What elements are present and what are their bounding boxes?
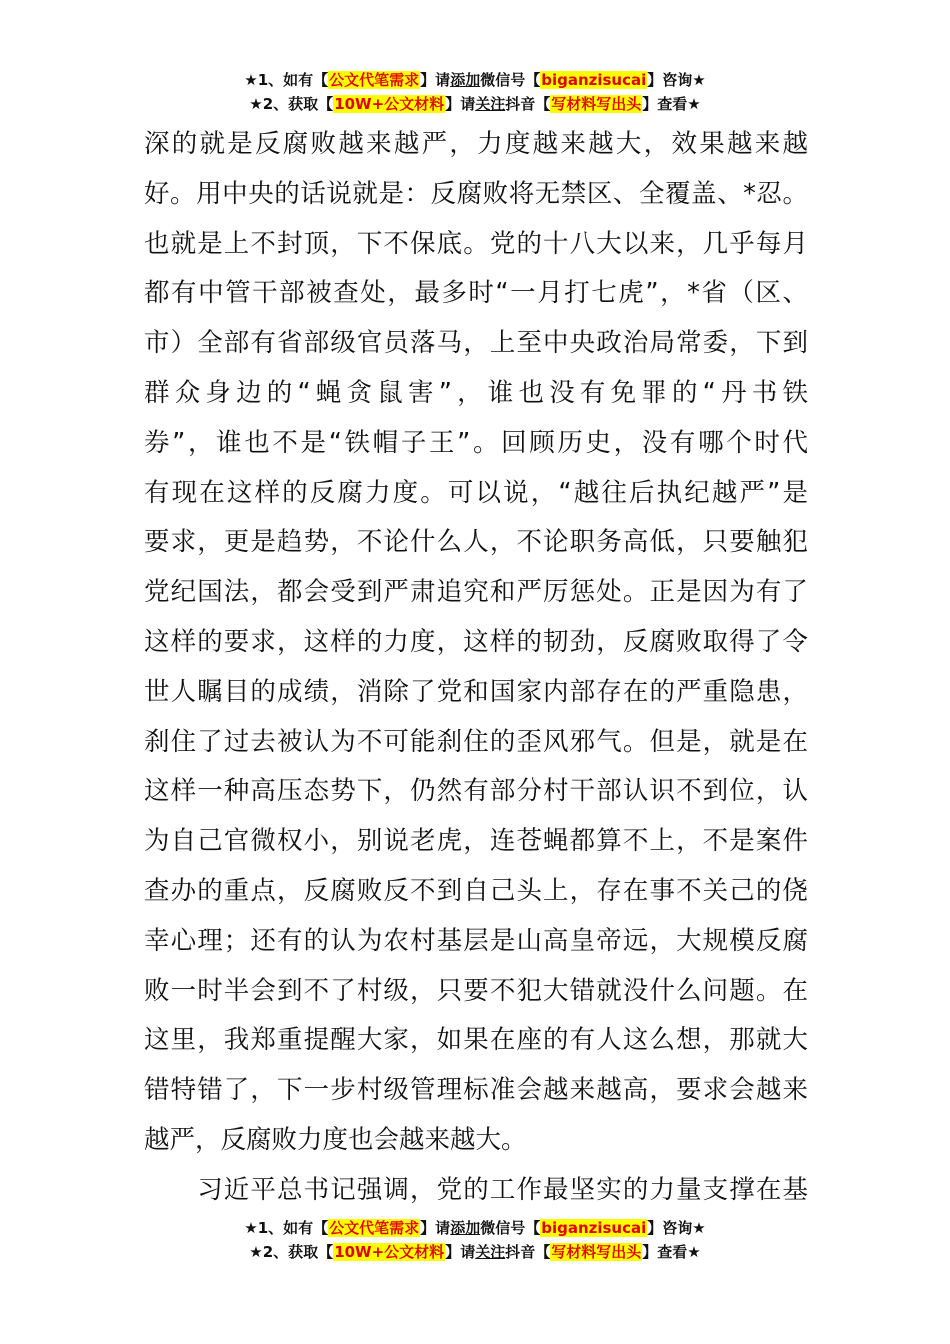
text-line: 有现在这样的反腐力度。可以说，“越往后执纪越严”是: [144, 477, 808, 508]
banner-line-2: [0, 1240, 950, 1264]
text-line: 要求，更是趋势，不论什么人，不论职务高低，只要触犯: [144, 527, 808, 558]
banner-text: 】请: [420, 71, 451, 89]
text-line: 这样的要求，这样的力度，这样的韧劲，反腐败取得了令: [144, 626, 808, 657]
text-line: 市）全部有省部级官员落马，上至中央政治局常委，下到: [144, 328, 808, 359]
text-line: 错特错了，下一步村级管理标准会越来越高，要求会越来: [144, 1075, 808, 1106]
banner-highlight: 写材料写出头: [551, 95, 642, 113]
banner-highlight: 写材料写出头: [551, 1243, 642, 1261]
banner-highlight: 公文代笔需求: [329, 1219, 420, 1237]
text-line: 党纪国法，都会受到严肃追究和严厉惩处。正是因为有了: [144, 577, 808, 608]
banner-text: 】请: [445, 1243, 476, 1261]
text-line: 这里，我郑重提醒大家，如果在座的有人这么想，那就大: [144, 1025, 808, 1056]
banner-text: ★2、获取【: [249, 1243, 334, 1261]
banner-text: 】咨询★: [647, 1219, 706, 1237]
banner-text: 】咨询★: [647, 71, 706, 89]
footer-banner: [0, 1216, 950, 1264]
text-line: 为自己官微权小，别说老虎，连苍蝇都算不上，不是案件: [144, 826, 808, 857]
header-banner: [0, 68, 950, 116]
text-line: 券”，谁也不是“铁帽子王”。回顾历史，没有哪个时代: [144, 427, 808, 458]
banner-underlined: 添加: [450, 1219, 481, 1237]
banner-text: 微信号【: [480, 1219, 541, 1237]
banner-text: 】请: [445, 95, 476, 113]
text-line: 都有中管干部被查处，最多时“一月打七虎”，*省（区、: [144, 278, 808, 309]
banner-text: 抖音【: [505, 95, 551, 113]
document-body: [144, 120, 808, 1216]
paragraph: [144, 120, 808, 1166]
text-line: 败一时半会到不了村级，只要不犯大错就没什么问题。在: [144, 975, 808, 1006]
banner-text: 】请: [420, 1219, 451, 1237]
text-line: 好。用中央的话说就是：反腐败将无禁区、全覆盖、*忍。: [144, 178, 808, 209]
banner-text: ★1、如有【: [244, 71, 329, 89]
banner-highlight: 10W+公文材料: [334, 1243, 445, 1261]
banner-underlined: 关注: [475, 95, 506, 113]
banner-line-2: [0, 92, 950, 116]
text-line: 也就是上不封顶，下不保底。党的十八大以来，几乎每月: [144, 228, 808, 259]
banner-highlight: biganzisucai: [541, 1219, 647, 1237]
banner-highlight: 10W+公文材料: [334, 95, 445, 113]
banner-text: 】查看★: [642, 95, 701, 113]
text-line: 习近平总书记强调，党的工作最坚实的力量支撑在基: [144, 1174, 808, 1205]
text-line: 这样一种高压态势下，仍然有部分村干部认识不到位，认: [144, 776, 808, 807]
text-line: 世人瞩目的成绩，消除了党和国家内部存在的严重隐患，: [144, 676, 808, 707]
text-line: 深的就是反腐败越来越严，力度越来越大，效果越来越: [144, 129, 808, 159]
banner-text: 】查看★: [642, 1243, 701, 1261]
banner-text: 抖音【: [505, 1243, 551, 1261]
text-line: 幸心理；还有的认为农村基层是山高皇帝远，大规模反腐: [144, 925, 808, 956]
banner-text: 微信号【: [480, 71, 541, 89]
banner-highlight: biganzisucai: [541, 71, 647, 89]
text-line: 群众身边的“蝇贪鼠害”，谁也没有免罪的“丹书铁: [144, 377, 808, 408]
banner-highlight: 公文代笔需求: [329, 71, 420, 89]
text-line: 查办的重点，反腐败反不到自己头上，存在事不关己的侥: [144, 875, 808, 906]
banner-text: ★2、获取【: [249, 95, 334, 113]
banner-line-1: [0, 68, 950, 92]
text-line: 刹住了过去被认为不可能刹住的歪风邪气。但是，就是在: [144, 726, 808, 757]
banner-line-1: [0, 1216, 950, 1240]
banner-text: ★1、如有【: [244, 1219, 329, 1237]
text-line: 越严，反腐败力度也会越来越大。: [144, 1124, 527, 1155]
banner-underlined: 关注: [475, 1243, 506, 1261]
paragraph: [144, 1166, 808, 1216]
banner-underlined: 添加: [450, 71, 481, 89]
